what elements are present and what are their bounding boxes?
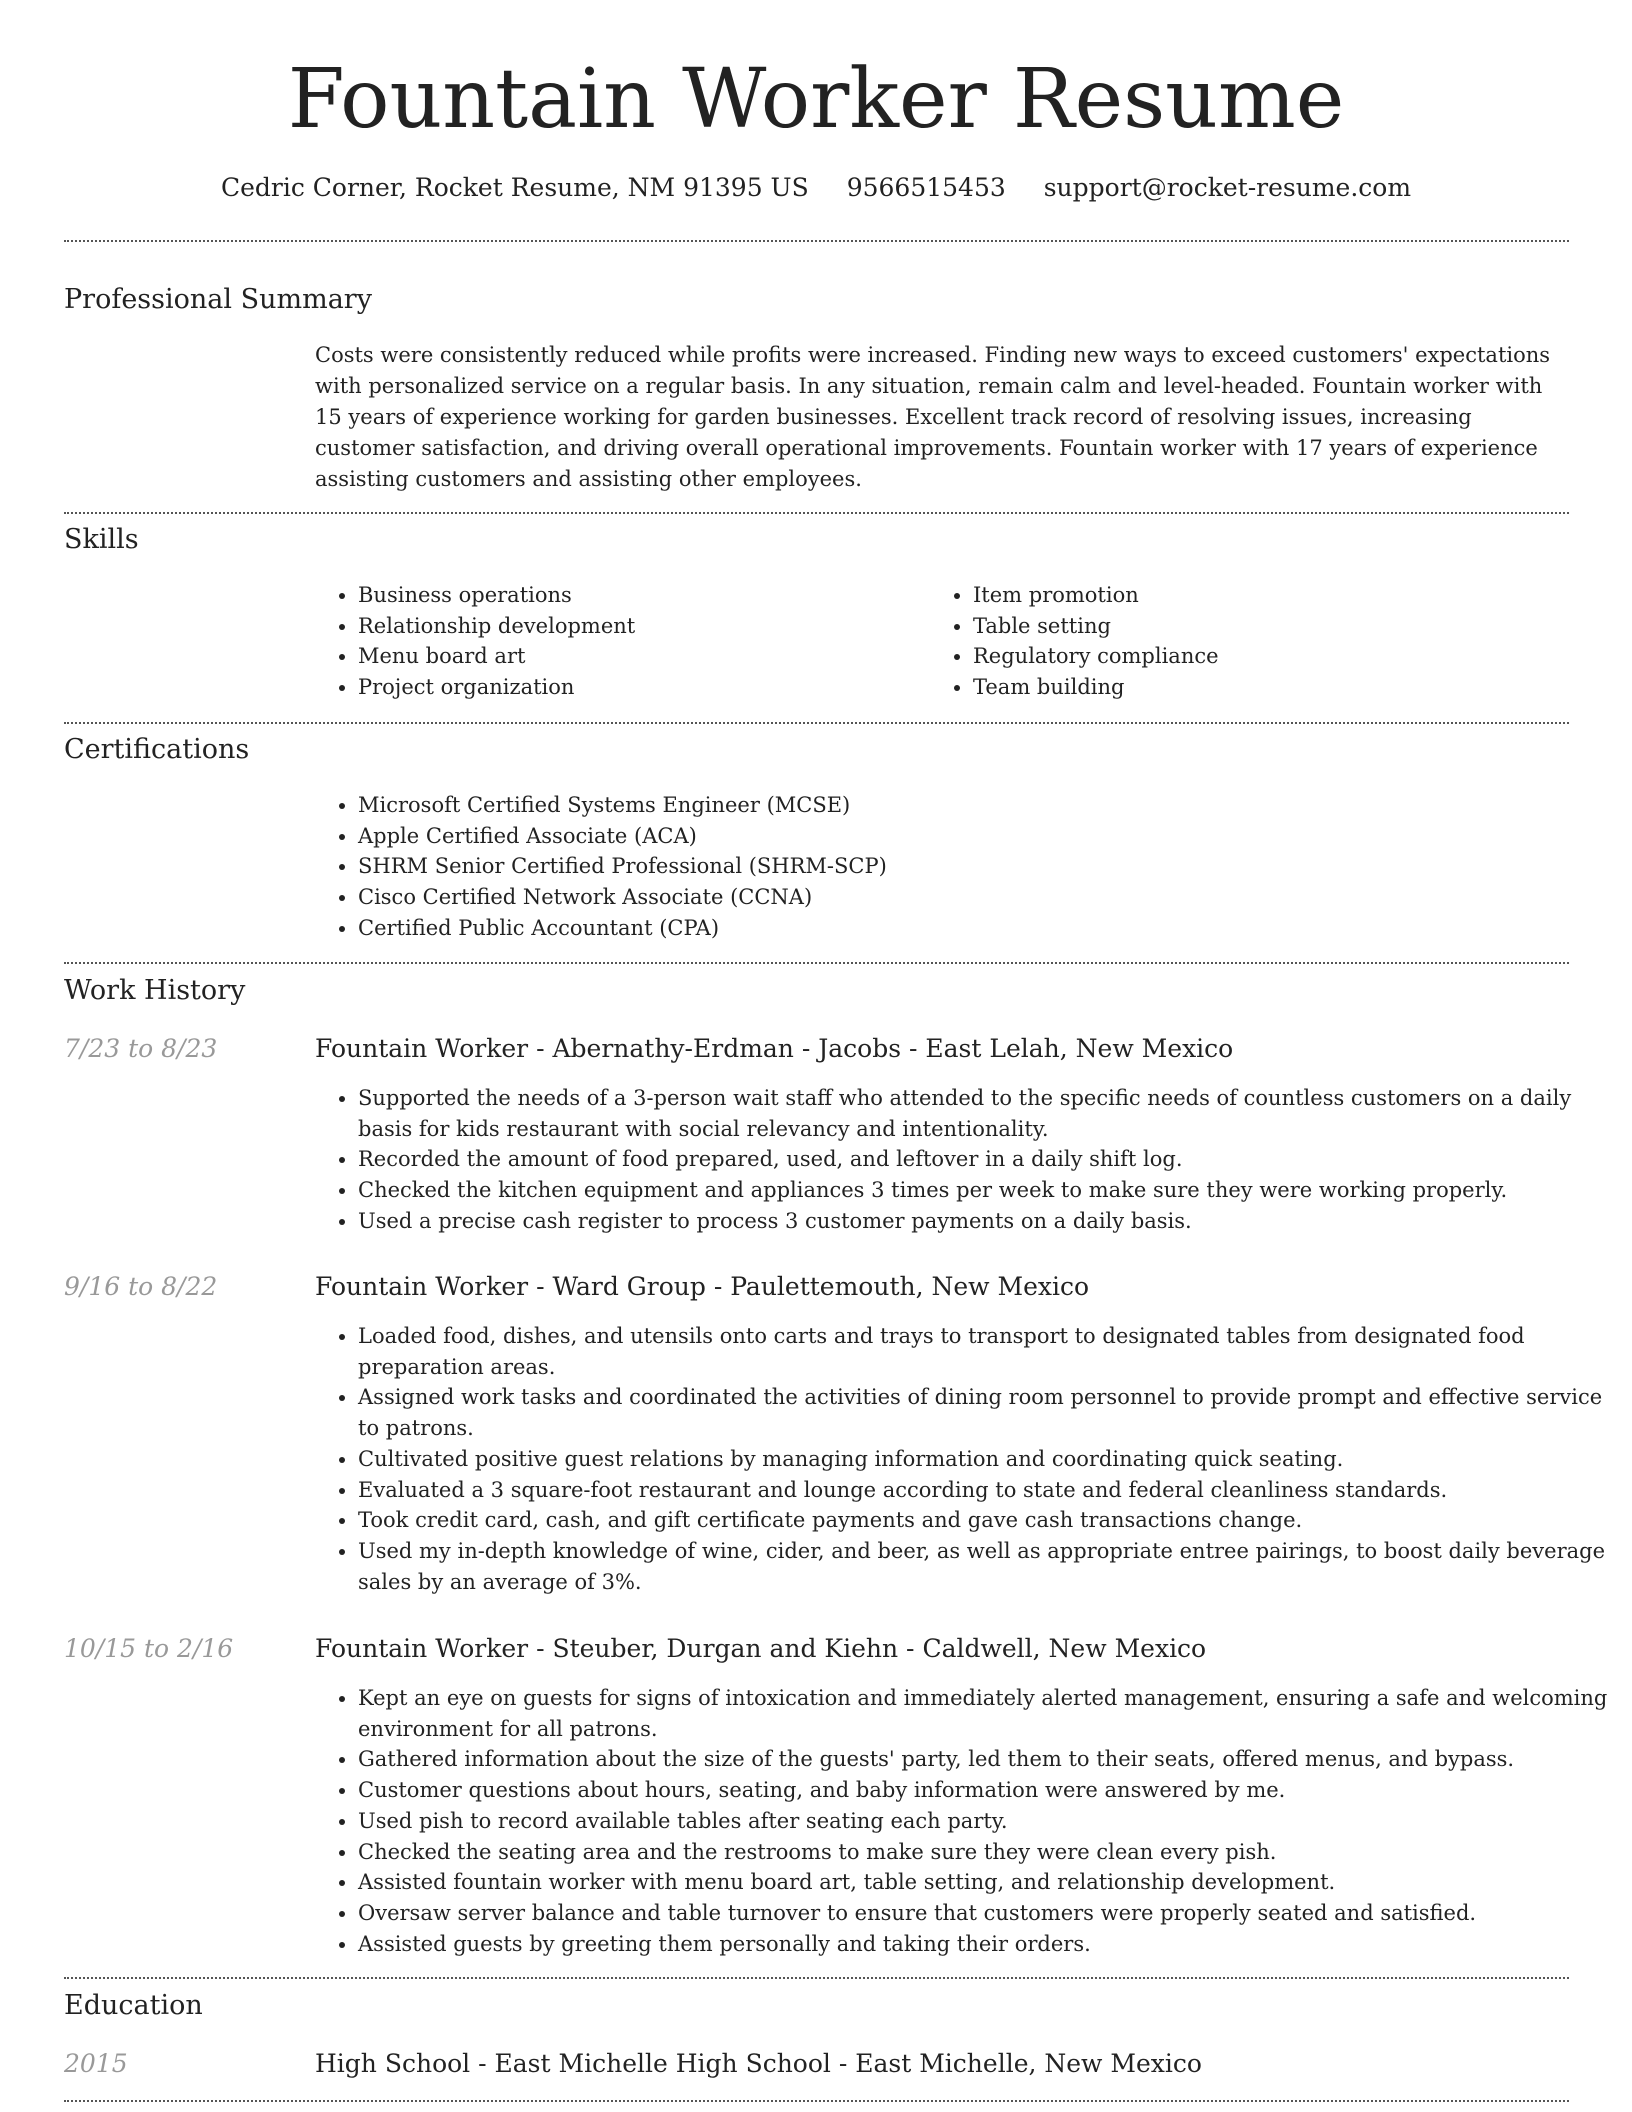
certification-item: • Apple Certified Associate (ACA) — [358, 821, 1558, 852]
job-bullet: • Oversaw server balance and table turnover to ensure that customers were properly seated and satisfied. — [358, 1898, 1618, 1929]
divider — [64, 962, 1569, 964]
contact-info — [0, 170, 1632, 206]
certifications-heading: Certifications — [64, 734, 250, 765]
skill-item: • Business operations — [358, 580, 918, 611]
divider — [64, 512, 1569, 514]
job-dates: 7/23 to 8/23 — [64, 1034, 218, 1063]
skills-list-right — [929, 580, 1533, 703]
divider — [64, 2100, 1569, 2102]
page-title: Fountain Worker Resume — [287, 52, 1345, 147]
job-dates: 9/16 to 8/22 — [64, 1272, 218, 1301]
job-bullet: • Took credit card, cash, and gift certificate payments and gave cash transactions change. — [358, 1505, 1618, 1536]
job-bullet: • Used my in-depth knowledge of wine, cider, and beer, as well as appropriate entree pairings, to boost daily beverage sales by an average of 3%. — [358, 1536, 1618, 1597]
certification-item: • Cisco Certified Network Associate (CCNA) — [358, 882, 1558, 913]
skill-item: • Menu board art — [358, 641, 918, 672]
skill-item: • Regulatory compliance — [973, 641, 1533, 672]
divider — [64, 240, 1569, 242]
skills-heading: Skills — [64, 524, 139, 555]
job-bullet: • Gathered information about the size of the guests' party, led them to their seats, offered menus, and bypass. — [358, 1744, 1618, 1775]
job-bullet: • Supported the needs of a 3-person wait staff who attended to the specific needs of countless customers on a daily basis for kids restaurant with social relevancy and intentionality. — [358, 1083, 1618, 1144]
education-year: 2015 — [64, 2049, 128, 2078]
job-bullet: • Assisted fountain worker with menu board art, table setting, and relationship development. — [358, 1867, 1618, 1898]
skill-item: • Item promotion — [973, 580, 1533, 611]
job-bullets — [314, 1083, 1618, 1237]
certification-item: • Microsoft Certified Systems Engineer (MCSE) — [358, 790, 1558, 821]
job-bullet: • Assigned work tasks and coordinated the activities of dining room personnel to provide prompt and effective service to patrons. — [358, 1382, 1618, 1443]
skill-item: • Table setting — [973, 611, 1533, 642]
job-bullet: • Kept an eye on guests for signs of intoxication and immediately alerted management, ensuring a safe and welcoming environment for all patrons. — [358, 1683, 1618, 1744]
skill-item: • Project organization — [358, 672, 918, 703]
job-bullets — [314, 1683, 1618, 1959]
certifications-list — [314, 790, 1558, 944]
education-heading: Education — [64, 1990, 203, 2021]
summary-text: Costs were consistently reduced while profits were increased. Finding new ways to exceed customers' expectations with personalized service on a regular basis. In any situation, remain calm and level-headed. Fountain worker with 15 years of experience working for garden businesses. Excellent track record of resolving issues, increasing customer satisfaction, and driving overall operational improvements. Fountain worker with 17 years of experience assisting customers and assisting other employees. — [315, 343, 1551, 491]
job-bullet: • Used a precise cash register to process 3 customer payments on a daily basis. — [358, 1206, 1618, 1237]
divider — [64, 722, 1569, 724]
job-title: Fountain Worker - Ward Group - Paulettemouth, New Mexico — [315, 1272, 1090, 1301]
job-bullet: • Evaluated a 3 square-foot restaurant and lounge according to state and federal cleanliness standards. — [358, 1475, 1618, 1506]
job-bullet: • Checked the kitchen equipment and appliances 3 times per week to make sure they were working properly. — [358, 1175, 1618, 1206]
skill-item: • Team building — [973, 672, 1533, 703]
job-bullet: • Customer questions about hours, seating, and baby information were answered by me. — [358, 1775, 1618, 1806]
job-bullet: • Cultivated positive guest relations by managing information and coordinating quick seating. — [358, 1444, 1618, 1475]
job-dates: 10/15 to 2/16 — [64, 1634, 234, 1663]
summary-heading: Professional Summary — [64, 284, 372, 315]
job-bullet: • Checked the seating area and the restrooms to make sure they were clean every pish. — [358, 1837, 1618, 1868]
certification-item: • Certified Public Accountant (CPA) — [358, 913, 1558, 944]
contact-email: support@rocket-resume.com — [1043, 173, 1412, 202]
skill-item: • Relationship development — [358, 611, 918, 642]
job-bullet: • Loaded food, dishes, and utensils onto carts and trays to transport to designated tables from designated food preparation areas. — [358, 1321, 1618, 1382]
work-history-heading: Work History — [64, 975, 246, 1006]
contact-phone: 9566515453 — [846, 173, 1006, 202]
certification-item: • SHRM Senior Certified Professional (SHRM-SCP) — [358, 851, 1558, 882]
job-bullets — [314, 1321, 1618, 1597]
job-bullet: • Recorded the amount of food prepared, used, and leftover in a daily shift log. — [358, 1144, 1618, 1175]
skills-list-left — [314, 580, 918, 703]
education-entry: High School - East Michelle High School - East Michelle, New Mexico — [315, 2049, 1202, 2078]
job-title: Fountain Worker - Abernathy-Erdman - Jacobs - East Lelah, New Mexico — [315, 1034, 1234, 1063]
job-bullet: • Assisted guests by greeting them personally and taking their orders. — [358, 1929, 1618, 1960]
contact-address: Cedric Corner, Rocket Resume, NM 91395 US — [220, 173, 809, 202]
divider — [64, 1977, 1569, 1979]
job-title: Fountain Worker - Steuber, Durgan and Kiehn - Caldwell, New Mexico — [315, 1634, 1207, 1663]
job-bullet: • Used pish to record available tables after seating each party. — [358, 1806, 1618, 1837]
